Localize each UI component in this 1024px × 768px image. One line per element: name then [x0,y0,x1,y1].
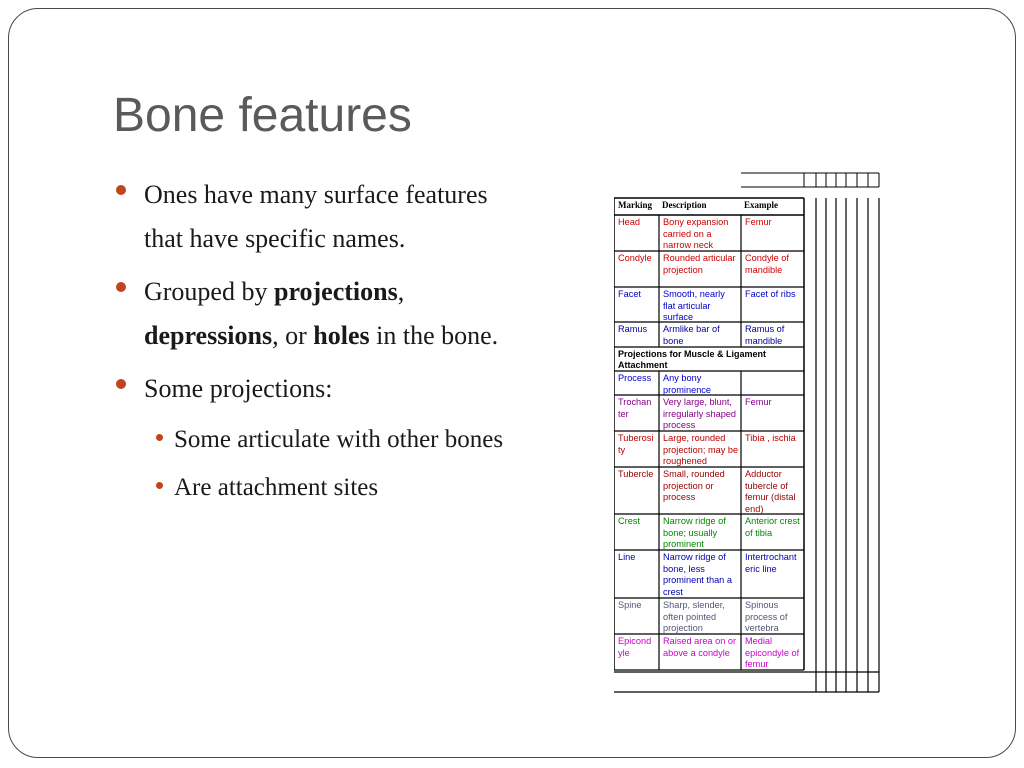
table-cell-marking: Tubercle [618,469,654,479]
table-cell-description: Bony expansion carried on a narrow neck [663,217,729,250]
table-cell-example: Femur [745,217,772,227]
bullet-text: Some articulate with other bones [174,426,504,453]
bullet-text: , [397,277,405,306]
table-cell-example: Femur [745,397,772,407]
bullet-dot-icon [116,282,126,292]
sub-bullet-item [118,468,518,508]
table-cell-example: Condyle of mandible [745,253,789,275]
table-cell-description: Any bony prominence [663,373,712,395]
table-cell-description: Small, rounded projection or process [663,469,725,502]
bone-markings-table [614,170,880,694]
section-label: Projections for Muscle & Ligament Attachment [618,349,767,370]
bold-term: holes [313,321,370,350]
column-header: Example [744,200,779,210]
bullet-text: Ones have many surface features that have specific names. [144,180,488,253]
table-cell-description: Large, rounded projection; may be roughened [663,433,739,466]
table-cell-description: Smooth, nearly flat articular surface [663,289,725,322]
sub-bullet-item [118,420,518,460]
table-cell-example [745,373,803,395]
bullet-text: in the bone. [369,321,499,350]
table-cell-description: Rounded articular projection [663,253,736,275]
table-cell-example: Intertrochant eric line [745,552,797,574]
bullet-text: Grouped by [144,277,274,306]
bullet-item [118,173,518,261]
table-cell-description: Narrow ridge of bone; usually prominent [663,516,726,549]
table-cell-example: Spinous process of vertebra [745,600,788,633]
table-cell-example: Adductor tubercle of femur (distal end) [745,469,796,514]
table-cell-description: Armlike bar of bone [663,324,720,346]
bullet-list [118,173,518,516]
table-cell-marking: Spine [618,600,642,610]
table-cell-description: Sharp, slender, often pointed projection [663,600,725,633]
table-cell-example: Anterior crest of tibia [745,516,800,538]
table-cell-example: Medial epicondyle of femur [745,636,800,669]
column-header: Marking [618,200,653,210]
column-header: Description [662,200,707,210]
table-cell-marking: Line [618,552,636,562]
slide-title: Bone features [113,89,412,142]
bold-term: projections [273,277,398,306]
table-cell-description: Narrow ridge of bone, less prominent than a crest [663,552,732,597]
table-cell-description: Raised area on or above a condyle [663,636,737,658]
bullet-text: Some projections: [144,374,333,403]
table-cell-marking: Trochan ter [618,397,652,419]
table-cell-example: Tibia , ischia [745,433,796,443]
table-cell-marking: Crest [618,516,640,526]
table-cell-marking: Condyle [618,253,652,263]
bold-term: depressions [144,321,273,350]
table-cell-marking: Facet [618,289,641,299]
table-cell-marking: Tuberosi ty [618,433,654,455]
table-cell-example: Ramus of mandible [745,324,785,346]
table-cell-marking: Process [618,373,652,383]
bullet-dot-icon [156,482,163,489]
table-cell-example: Facet of ribs [745,289,796,299]
table-cell-description: Very large, blunt, irregularly shaped process [663,397,737,430]
table-cell-marking: Ramus [618,324,648,334]
table-cell-marking: Epicond yle [618,636,652,658]
bullet-dot-icon [116,185,126,195]
bullet-dot-icon [116,379,126,389]
bullet-text: , or [272,321,314,350]
bullet-item [118,367,518,411]
bullet-dot-icon [156,434,163,441]
bullet-item [118,270,518,358]
table-cell-marking: Head [618,217,640,227]
bullet-text: Are attachment sites [174,474,379,501]
